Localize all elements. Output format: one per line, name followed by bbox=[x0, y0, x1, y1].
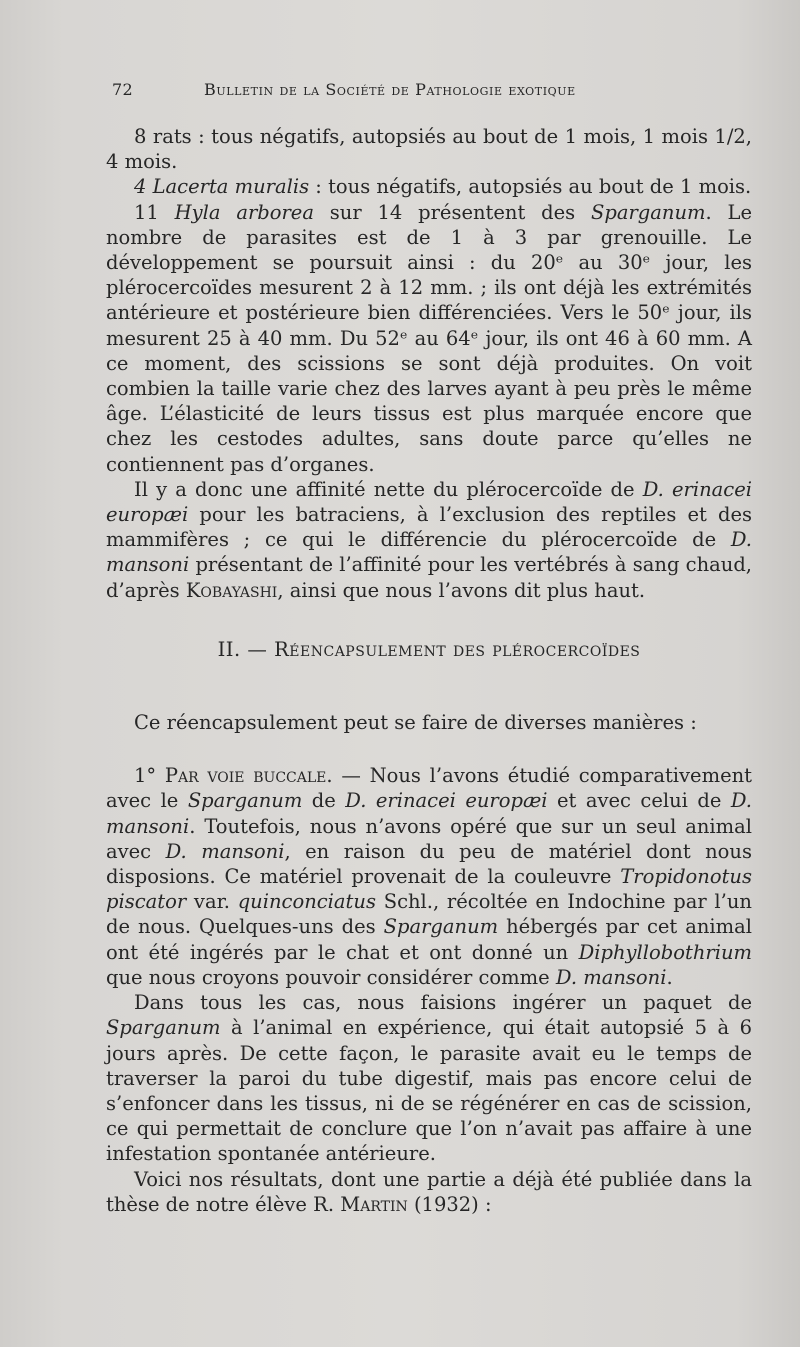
genus-name: Sparganum bbox=[187, 789, 303, 813]
species-name: D. erinacei europæi bbox=[345, 789, 548, 813]
author-name: Kobayashi bbox=[185, 578, 278, 602]
paragraph-rats bbox=[106, 124, 752, 174]
species-name: 4 Lacerta muralis bbox=[134, 175, 310, 199]
paragraph-text: à l’animal en expérience, qui était autopsié 5 à 6 jours après. De cette façon, le parasite avait eu le temps de traverser la paroi du tube digestif, mais pas encore celui de s’enfoncer dans les tissus, ni de se régénérer en cas de scission, ce qui permettait de conclure que l’on n’avait pas affaire à une infestation spontanée antérieure. bbox=[106, 1016, 752, 1166]
paragraph-affinite bbox=[106, 477, 752, 603]
paragraph-text: : tous négatifs, autopsiés au bout de 1 mois. bbox=[309, 175, 752, 199]
species-name: Hyla arborea bbox=[174, 200, 314, 224]
paragraph-lacerta bbox=[106, 174, 752, 199]
paragraph-text: et avec celui de bbox=[547, 789, 731, 813]
paragraph-text: Ce réencapsulement peut se faire de diverses manières : bbox=[134, 711, 697, 735]
section-heading: II. — Réencapsulement des plérocercoïdes bbox=[217, 637, 641, 661]
paragraph-text: 8 rats : tous négatifs, autopsiés au bout de 1 mois, 1 mois 1/2, 4 mois. bbox=[106, 125, 752, 174]
paragraph-text: . bbox=[666, 965, 673, 989]
species-name: D. mansoni bbox=[165, 839, 285, 863]
paragraph-text: , ainsi que nous l’avons dit plus haut. bbox=[277, 578, 646, 602]
paragraph-resultats bbox=[106, 1167, 752, 1217]
paragraph-text: (1932) : bbox=[407, 1192, 492, 1216]
species-name: D. mansoni bbox=[106, 528, 752, 577]
genus-name: Sparganum bbox=[106, 1016, 221, 1040]
subsection-title: Par voie buccale. bbox=[164, 764, 333, 788]
body-text bbox=[106, 124, 752, 1217]
author-name: Martin bbox=[340, 1192, 408, 1216]
paragraph-text: Schl., récoltée en Indochine par l’un de nous. Quelques-uns des bbox=[106, 890, 752, 939]
genus-name: Diphyllobothrium bbox=[578, 940, 752, 964]
genus-name: Sparganum bbox=[590, 200, 706, 224]
paragraph-text: que nous croyons pouvoir considérer comme bbox=[106, 965, 556, 989]
paragraph-text: pour les batraciens, à l’exclusion des reptiles et des mammifères ; ce qui le différencie du plérocercoïde de bbox=[106, 503, 752, 552]
paragraph-text: 11 bbox=[134, 200, 175, 224]
paragraph-text: Voici nos résultats, dont une partie a déjà été publiée dans la thèse de notre élève R. bbox=[106, 1167, 752, 1216]
paragraph-text: présentant de l’affinité pour les vertébrés à sang chaud, d’après bbox=[106, 553, 752, 602]
paragraph-text: hébergés par cet animal ont été ingérés par le chat et ont donné un bbox=[106, 915, 752, 964]
species-name: D. mansoni bbox=[555, 965, 667, 989]
species-name: D. mansoni bbox=[106, 789, 752, 838]
paragraph-text: Dans tous les cas, nous faisions ingérer un paquet de bbox=[134, 991, 752, 1015]
paragraph-text: . Toutefois, nous n’avons opéré que sur un seul animal avec bbox=[106, 814, 752, 863]
species-name: D. erinacei europæi bbox=[106, 477, 752, 527]
species-name: Tropidonotus piscator bbox=[106, 865, 752, 914]
paragraph-text: — Nous l’avons étudié comparativement avec le bbox=[106, 764, 752, 813]
paragraph-text: , en raison du peu de matériel dont nous disposions. Ce matériel provenait de la couleuvre bbox=[106, 839, 752, 889]
page-number: 72 bbox=[112, 80, 133, 99]
paragraph-text: var. bbox=[186, 890, 238, 914]
running-header bbox=[112, 80, 672, 104]
running-title: Bulletin de la Société de Pathologie exotique bbox=[204, 80, 576, 99]
paragraph-methode bbox=[106, 990, 752, 1166]
paragraph-hyla bbox=[106, 200, 752, 477]
paragraph-text: de bbox=[302, 789, 346, 813]
variety-name: quinconciatus bbox=[237, 890, 376, 914]
paragraph-text: Il y a donc une affinité nette du plérocercoïde de bbox=[134, 477, 643, 501]
paragraph-text: . Le nombre de parasites est de 1 à 3 par grenouille. Le développement se poursuit ainsi : du 20ᵉ au 30ᵉ jour, les plérocercoïdes mesurent 2 à 12 mm. ; ils ont déjà les extrémités antérieure et postérieure bien différenciées. Vers le 50ᵉ jour, ils mesurent 25 à 40 mm. Du 52ᵉ au 64ᵉ jour, ils ont 46 à 60 mm. A ce moment, des scissions se sont déjà produites. On voit combien la taille varie chez des larves ayant à peu près le même âge. L’élasticité de leurs tissus est plus marquée encore que chez les cestodes adultes, sans doute parce qu’elles ne contiennent pas d’organes. bbox=[106, 200, 752, 476]
paragraph-intro bbox=[106, 710, 752, 735]
genus-name: Sparganum bbox=[383, 915, 499, 939]
paragraph-text: sur 14 présentent des bbox=[313, 200, 591, 224]
paragraph-text: 1° bbox=[134, 764, 165, 788]
paragraph-voie-buccale bbox=[106, 763, 752, 990]
